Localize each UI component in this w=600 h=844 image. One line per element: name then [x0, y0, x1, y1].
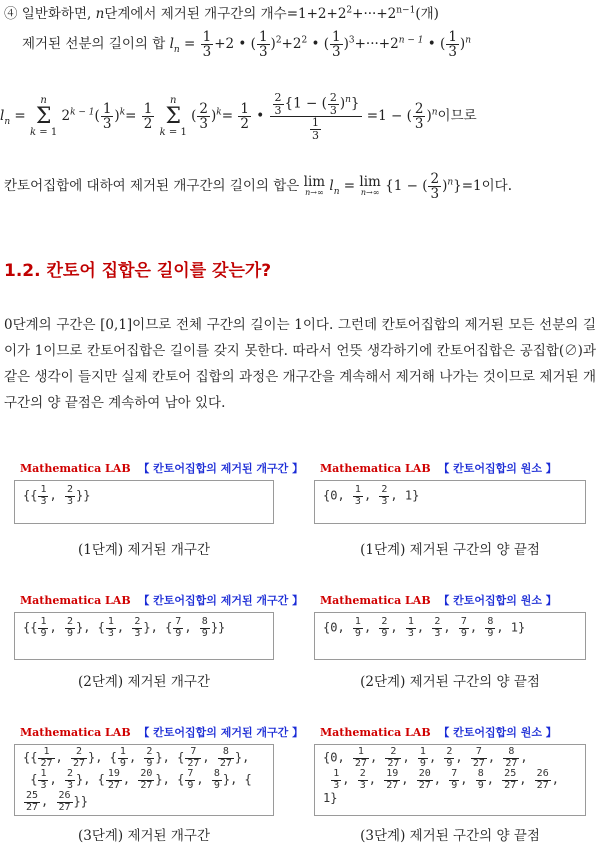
caption-elements-2: (2단계) 제거된 구간의 양 끝점	[360, 674, 540, 690]
lab-header-removed-3: Mathematica LAB 【 칸토어집합의 제거된 개구간 】	[20, 726, 304, 739]
output-box-removed-3: {{ $\frac{1}{27}$ , $\frac{2}{27}$ }, { $\frac{1}{9}$ , $\frac{2}{9}$ }, { $\frac{7}{27}$ , $\frac{8}{27}$ }, { $\frac{1}{3}$ , $\frac{2}{3}$ }, { $\frac{19}{27}$ , $\frac{20}{27}$ }, { $\frac{7}{9}$ , $\frac{8}{9}$ }, { $\frac{25}{27}$ , $\frac{26}{27}$ }}	[14, 744, 274, 816]
output-box-elements-1: {0, $\frac{1}{3}$ , $\frac{2}{3}$ , 1}	[314, 480, 586, 524]
caption-removed-3: (3단계) 제거된 개구간	[77, 828, 211, 844]
formula-length-sum-line: 제거된 선분의 길이의 합 $l_n$ = $\frac{1}{3}$ +2 • ( $\frac{1}{3}$ )$^2+2^2$ • ( $\frac{1}{3}$ )$^3+\cdot\cdot\cdot+2^{n - 1}$ • ( $\frac{1}{3}$ )$^n$	[22, 29, 471, 61]
output-box-removed-1: {{ $\frac{1}{3}$ , $\frac{2}{3}$ }}	[14, 480, 274, 524]
caption-elements-3: (3단계) 제거된 구간의 양 끝점	[360, 828, 540, 844]
lab-header-removed-2: Mathematica LAB 【 칸토어집합의 제거된 개구간 】	[20, 594, 304, 607]
caption-removed-2: (2단계) 제거된 개구간	[77, 674, 211, 690]
output-box-removed-2: {{ $\frac{1}{9}$ , $\frac{2}{9}$ }, { $\frac{1}{3}$ , $\frac{2}{3}$ }, { $\frac{7}{9}$ , $\frac{8}{9}$ }}	[14, 612, 274, 660]
output-box-elements-2: {0, $\frac{1}{9}$ , $\frac{2}{9}$ , $\frac{1}{3}$ , $\frac{2}{3}$ , $\frac{7}{9}$ , $\frac{8}{9}$ , 1}	[314, 612, 586, 660]
formula-limit-line: 칸토어집합에 대하여 제거된 개구간의 길이의 합은 lim n→∞ $l_n = \lim$ n→∞ {1 − ( $\frac{2}{3}$ )$^n$}=1이다.	[4, 171, 513, 203]
lab-header-elements-3: Mathematica LAB 【 칸토어집합의 원소 】	[320, 726, 557, 739]
output-box-elements-3: {0, $\frac{1}{27}$ , $\frac{2}{27}$ , $\frac{1}{9}$ , $\frac{2}{9}$ , $\frac{7}{27}$ , $\frac{8}{27}$ , $\frac{1}{3}$ , $\frac{2}{3}$ , $\frac{19}{27}$ , $\frac{20}{27}$ , $\frac{7}{9}$ , $\frac{8}{9}$ , $\frac{25}{27}$ , $\frac{26}{27}$ , 1}	[314, 744, 586, 816]
lab-header-elements-2: Mathematica LAB 【 칸토어집합의 원소 】	[320, 594, 557, 607]
caption-elements-1: (1단계) 제거된 구간의 양 끝점	[360, 542, 540, 558]
caption-removed-1: (1단계) 제거된 개구간	[77, 542, 211, 558]
lab-header-removed-1: Mathematica LAB 【 칸토어집합의 제거된 개구간 】	[20, 462, 304, 475]
section-heading: 1.2. 칸토어 집합은 길이를 갖는가?	[4, 261, 272, 281]
body-paragraph: 0단계의 구간은 [0,1]이므로 전체 구간의 길이는 1이다. 그런데 칸토어집합의 제거된 모든 선분의 길이가 1이므로 칸토어집합은 길이를 갖지 못한다. 따라서 언뜻 생각하기에 칸토어집합은 공집합(∅)과 같은 생각이 들지만 실제 칸토어 집합의 과정은 개구간을 계속해서 제거해 나가는 것이므로 제거된 개구간의 양 끝점은 계속하여 남아 있다.	[4, 317, 596, 411]
formula-sum-derivation: $l_n = n$ Σ k = 1 $2^{k - 1}$( $\frac{1}{3}$ )$^k$= $\frac{1}{2}$ n Σ k = 1 ( $\frac{2}{3}$ )$^k$= $\frac{1}{2}$ • $\frac{2}{3}$ {1 − ( $\frac{2}{3}$ )$^n$} $\frac{1}{3}$ =1 − ( $\frac{2}{3}$ )$^n$이므로	[0, 91, 477, 142]
formula-count-line: ④ 일반화하면, n단계에서 제거된 개구간의 개수$=1+2+2^2+\cdot\cdot\cdot+2^{n-1}$(개)	[4, 5, 439, 22]
lab-header-elements-1: Mathematica LAB 【 칸토어집합의 원소 】	[320, 462, 557, 475]
